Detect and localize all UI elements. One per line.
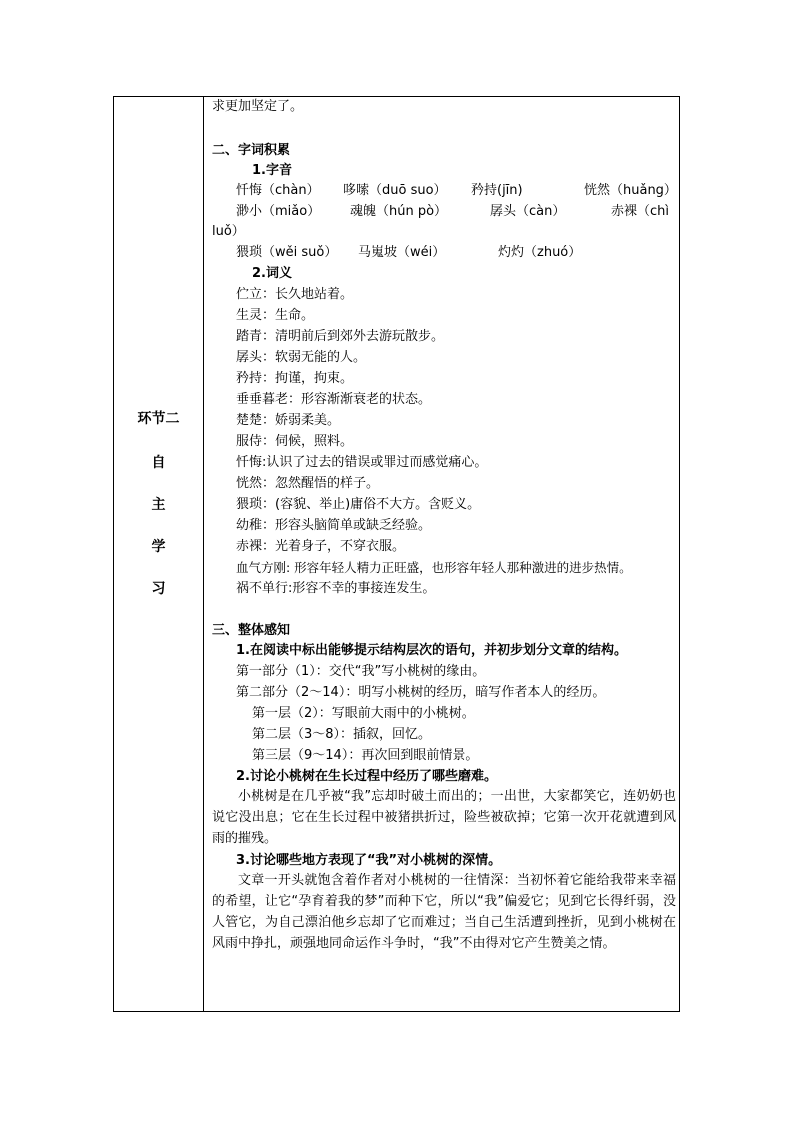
meaning-item: 恍然：忽然醒悟的样子。 (236, 476, 380, 491)
column-divider (203, 97, 204, 1011)
meaning-item: 矜持：拘谨，拘束。 (236, 371, 354, 386)
stage-title: 环节二 (137, 411, 180, 427)
meaning-item: 忏悔:认识了过去的错误或罪过而感觉痛心。 (236, 455, 488, 470)
lesson-table (113, 96, 680, 1012)
meaning-item: 服侍：伺候，照料。 (236, 434, 354, 449)
stage-char: 自 (151, 455, 166, 471)
structure-layer: 第二层（3～8）：插叙，回忆。 (252, 727, 432, 742)
pron-item: 马嵬坡（wéi） (358, 245, 446, 260)
content-column (212, 97, 682, 1011)
section-heading: 三、整体感知 (212, 623, 291, 638)
structure-layer: 第三层（9～14）：再次回到眼前情景。 (252, 748, 479, 763)
meaning-item: 幼稚：形容头脑简单或缺乏经验。 (236, 518, 432, 533)
pron-item: 忏悔（chàn） (236, 183, 320, 198)
pron-item: 灼灼（zhuó） (498, 245, 582, 260)
meaning-item: 猥琐：(容貌、举止)庸俗不大方。含贬义。 (236, 497, 481, 512)
answer-paragraph: 文章一开头就饱含着作者对小桃树的一往情深：当初怀着它能给我带来幸福的希望，让它“孕育着我的梦”而种下它，所以“我”偏爱它；见到它长得纤弱，没人管它，为自己漂泊他乡忘却了它而难过；当自己生活遭到挫折，见到小桃树在风雨中挣扎，顽强地同命运作斗争时，“我”不由得对它产生赞美之情。 (212, 873, 676, 951)
structure-layer: 第一层（2）：写眼前大雨中的小桃树。 (252, 706, 475, 721)
meaning-item: 生灵：生命。 (236, 308, 315, 323)
meaning-item: 孱头：软弱无能的人。 (236, 350, 367, 365)
subheading: 1.字音 (252, 163, 292, 178)
meaning-item: 楚楚：娇弱柔美。 (236, 413, 341, 428)
pron-item: 恍然（huǎng） (584, 183, 677, 198)
pron-item: 孱头（càn） (490, 204, 566, 219)
stage-char: 主 (151, 497, 166, 513)
meaning-item: 垂垂暮老：形容渐渐衰老的状态。 (236, 392, 432, 407)
pron-item: 矜持(jīn) (471, 183, 523, 198)
section-heading: 二、字词积累 (212, 143, 291, 158)
pron-wrap: luǒ） (212, 224, 245, 239)
question: 3.讨论哪些地方表现了“我”对小桃树的深情。 (236, 853, 502, 868)
pron-item: 魂魄（hún pò） (350, 204, 448, 219)
stage-char: 学 (151, 539, 166, 555)
meaning-item: 踏青：清明前后到郊外去游玩散步。 (236, 329, 445, 344)
pron-item: 猥琐（wěi suǒ） (236, 245, 338, 260)
answer-paragraph: 小桃树是在几乎被“我”忘却时破土而出的；一出世，大家都笑它，连奶奶也说它没出息；它在生长过程中被猪拱折过，险些被砍掉；它第一次开花就遭到风雨的摧残。 (212, 789, 676, 846)
meaning-item: 血气方刚: 形容年轻人精力正旺盛，也形容年轻人那种激进的进步热情。 (236, 560, 632, 575)
meaning-item: 赤裸：光着身子，不穿衣服。 (236, 539, 406, 554)
pron-item: 渺小（miǎo） (236, 204, 321, 219)
left-column (114, 97, 203, 1011)
continuation-line: 求更加坚定了。 (212, 99, 304, 114)
subheading: 2.词义 (252, 266, 292, 281)
meaning-item: 伫立：长久地站着。 (236, 287, 354, 302)
structure-part: 第一部分（1）：交代“我”写小桃树的缘由。 (236, 664, 486, 679)
meaning-item: 祸不单行:形容不幸的事接连发生。 (236, 581, 436, 596)
question: 2.讨论小桃树在生长过程中经历了哪些磨难。 (236, 769, 497, 784)
question: 1.在阅读中标出能够提示结构层次的语句，并初步划分文章的结构。 (236, 643, 627, 658)
stage-char: 习 (151, 581, 166, 597)
pron-item: 赤裸（chì (611, 204, 669, 219)
structure-part: 第二部分（2～14）：明写小桃树的经历，暗写作者本人的经历。 (236, 685, 606, 700)
pron-item: 哆嗦（duō suo） (343, 183, 447, 198)
